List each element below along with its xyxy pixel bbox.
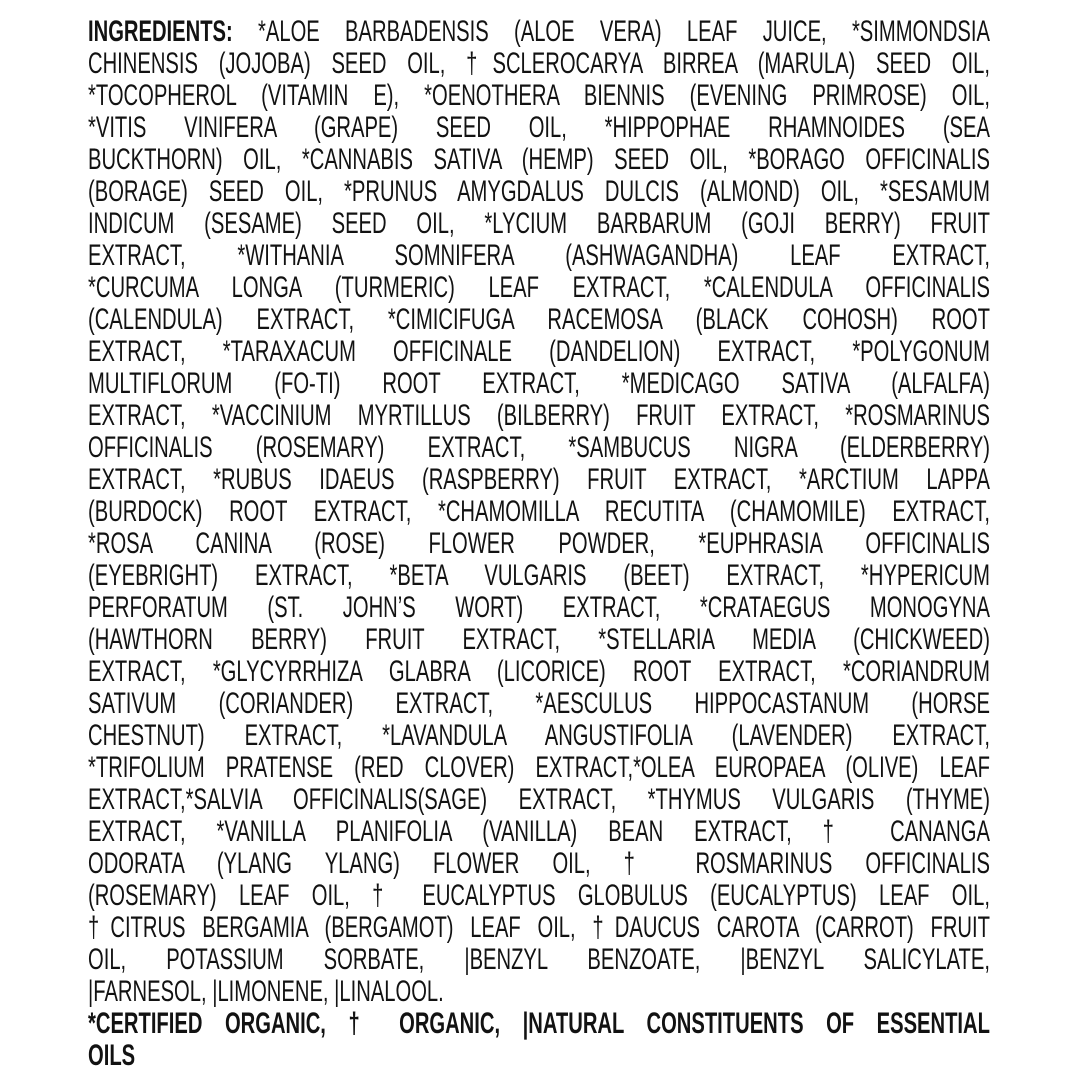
ingredients-line: *ROSA CANINA (ROSE) FLOWER POWDER, *EUPHRASIA OFFICINALIS	[88, 527, 990, 560]
ingredients-line: EXTRACT, *VANILLA PLANIFOLIA (VANILLA) BEAN EXTRACT, † CANANGA	[88, 815, 990, 848]
ingredients-line: (BURDOCK) ROOT EXTRACT, *CHAMOMILLA RECUTITA (CHAMOMILE) EXTRACT,	[88, 495, 990, 528]
ingredients-line: ODORATA (YLANG YLANG) FLOWER OIL, † ROSMARINUS OFFICINALIS	[88, 847, 990, 880]
ingredients-line: †CITRUS BERGAMIA (BERGAMOT) LEAF OIL, †DAUCUS CAROTA (CARROT) FRUIT	[88, 911, 990, 944]
ingredients-line: EXTRACT,*SALVIA OFFICINALIS(SAGE) EXTRACT, *THYMUS VULGARIS (THYME)	[88, 783, 990, 816]
ingredients-line: EXTRACT, *RUBUS IDAEUS (RASPBERRY) FRUIT EXTRACT, *ARCTIUM LAPPA	[88, 463, 990, 496]
ingredients-line: (CALENDULA) EXTRACT, *CIMICIFUGA RACEMOSA (BLACK COHOSH) ROOT	[88, 303, 990, 336]
ingredients-text-block	[88, 16, 990, 1072]
ingredients-line: *TOCOPHEROL (VITAMIN E), *OENOTHERA BIENNIS (EVENING PRIMROSE) OIL,	[88, 79, 990, 112]
ingredients-line: OFFICINALIS (ROSEMARY) EXTRACT, *SAMBUCUS NIGRA (ELDERBERRY)	[88, 431, 990, 464]
ingredients-line: OIL, POTASSIUM SORBATE, |BENZYL BENZOATE, |BENZYL SALICYLATE,	[88, 943, 990, 976]
ingredients-line: *VITIS VINIFERA (GRAPE) SEED OIL, *HIPPOPHAE RHAMNOIDES (SEA	[88, 111, 990, 144]
ingredients-line: EXTRACT, *GLYCYRRHIZA GLABRA (LICORICE) ROOT EXTRACT, *CORIANDRUM	[88, 655, 990, 688]
ingredients-line: PERFORATUM (ST. JOHN’S WORT) EXTRACT, *CRATAEGUS MONOGYNA	[88, 591, 990, 624]
symbol-legend-line: *CERTIFIED ORGANIC, † ORGANIC, |NATURAL CONSTITUENTS OF ESSENTIAL	[88, 1007, 990, 1040]
ingredients-line: (EYEBRIGHT) EXTRACT, *BETA VULGARIS (BEET) EXTRACT, *HYPERICUM	[88, 559, 990, 592]
ingredients-line-text: *ALOE BARBADENSIS (ALOE VERA) LEAF JUICE, *SIMMONDSIA	[258, 15, 990, 48]
ingredients-line: |FARNESOL, |LIMONENE, |LINALOOL.	[88, 975, 444, 1008]
ingredients-line: *CURCUMA LONGA (TURMERIC) LEAF EXTRACT, *CALENDULA OFFICINALIS	[88, 271, 990, 304]
ingredients-line: EXTRACT, *WITHANIA SOMNIFERA (ASHWAGANDHA) LEAF EXTRACT,	[88, 239, 990, 272]
ingredients-line: *TRIFOLIUM PRATENSE (RED CLOVER) EXTRACT,*OLEA EUROPAEA (OLIVE) LEAF	[88, 751, 990, 784]
ingredients-line	[88, 16, 990, 48]
ingredients-line: MULTIFLORUM (FO-TI) ROOT EXTRACT, *MEDICAGO SATIVA (ALFALFA)	[88, 367, 990, 400]
ingredients-line: BUCKTHORN) OIL, *CANNABIS SATIVA (HEMP) SEED OIL, *BORAGO OFFICINALIS	[88, 143, 990, 176]
ingredients-line: EXTRACT, *VACCINIUM MYRTILLUS (BILBERRY) FRUIT EXTRACT, *ROSMARINUS	[88, 399, 990, 432]
ingredients-line: SATIVUM (CORIANDER) EXTRACT, *AESCULUS HIPPOCASTANUM (HORSE	[88, 687, 990, 720]
ingredients-line: (HAWTHORN BERRY) FRUIT EXTRACT, *STELLARIA MEDIA (CHICKWEED)	[88, 623, 990, 656]
ingredients-line: (ROSEMARY) LEAF OIL, † EUCALYPTUS GLOBULUS (EUCALYPTUS) LEAF OIL,	[88, 879, 990, 912]
ingredients-line: INDICUM (SESAME) SEED OIL, *LYCIUM BARBARUM (GOJI BERRY) FRUIT	[88, 207, 990, 240]
symbol-legend-line: OILS	[88, 1039, 136, 1072]
ingredients-line: CHINENSIS (JOJOBA) SEED OIL, †SCLEROCARYA BIRREA (MARULA) SEED OIL,	[88, 47, 990, 80]
ingredients-heading: INGREDIENTS:	[88, 15, 233, 48]
ingredients-line: EXTRACT, *TARAXACUM OFFICINALE (DANDELION) EXTRACT, *POLYGONUM	[88, 335, 990, 368]
ingredients-line: (BORAGE) SEED OIL, *PRUNUS AMYGDALUS DULCIS (ALMOND) OIL, *SESAMUM	[88, 175, 990, 208]
ingredients-line: CHESTNUT) EXTRACT, *LAVANDULA ANGUSTIFOLIA (LAVENDER) EXTRACT,	[88, 719, 990, 752]
